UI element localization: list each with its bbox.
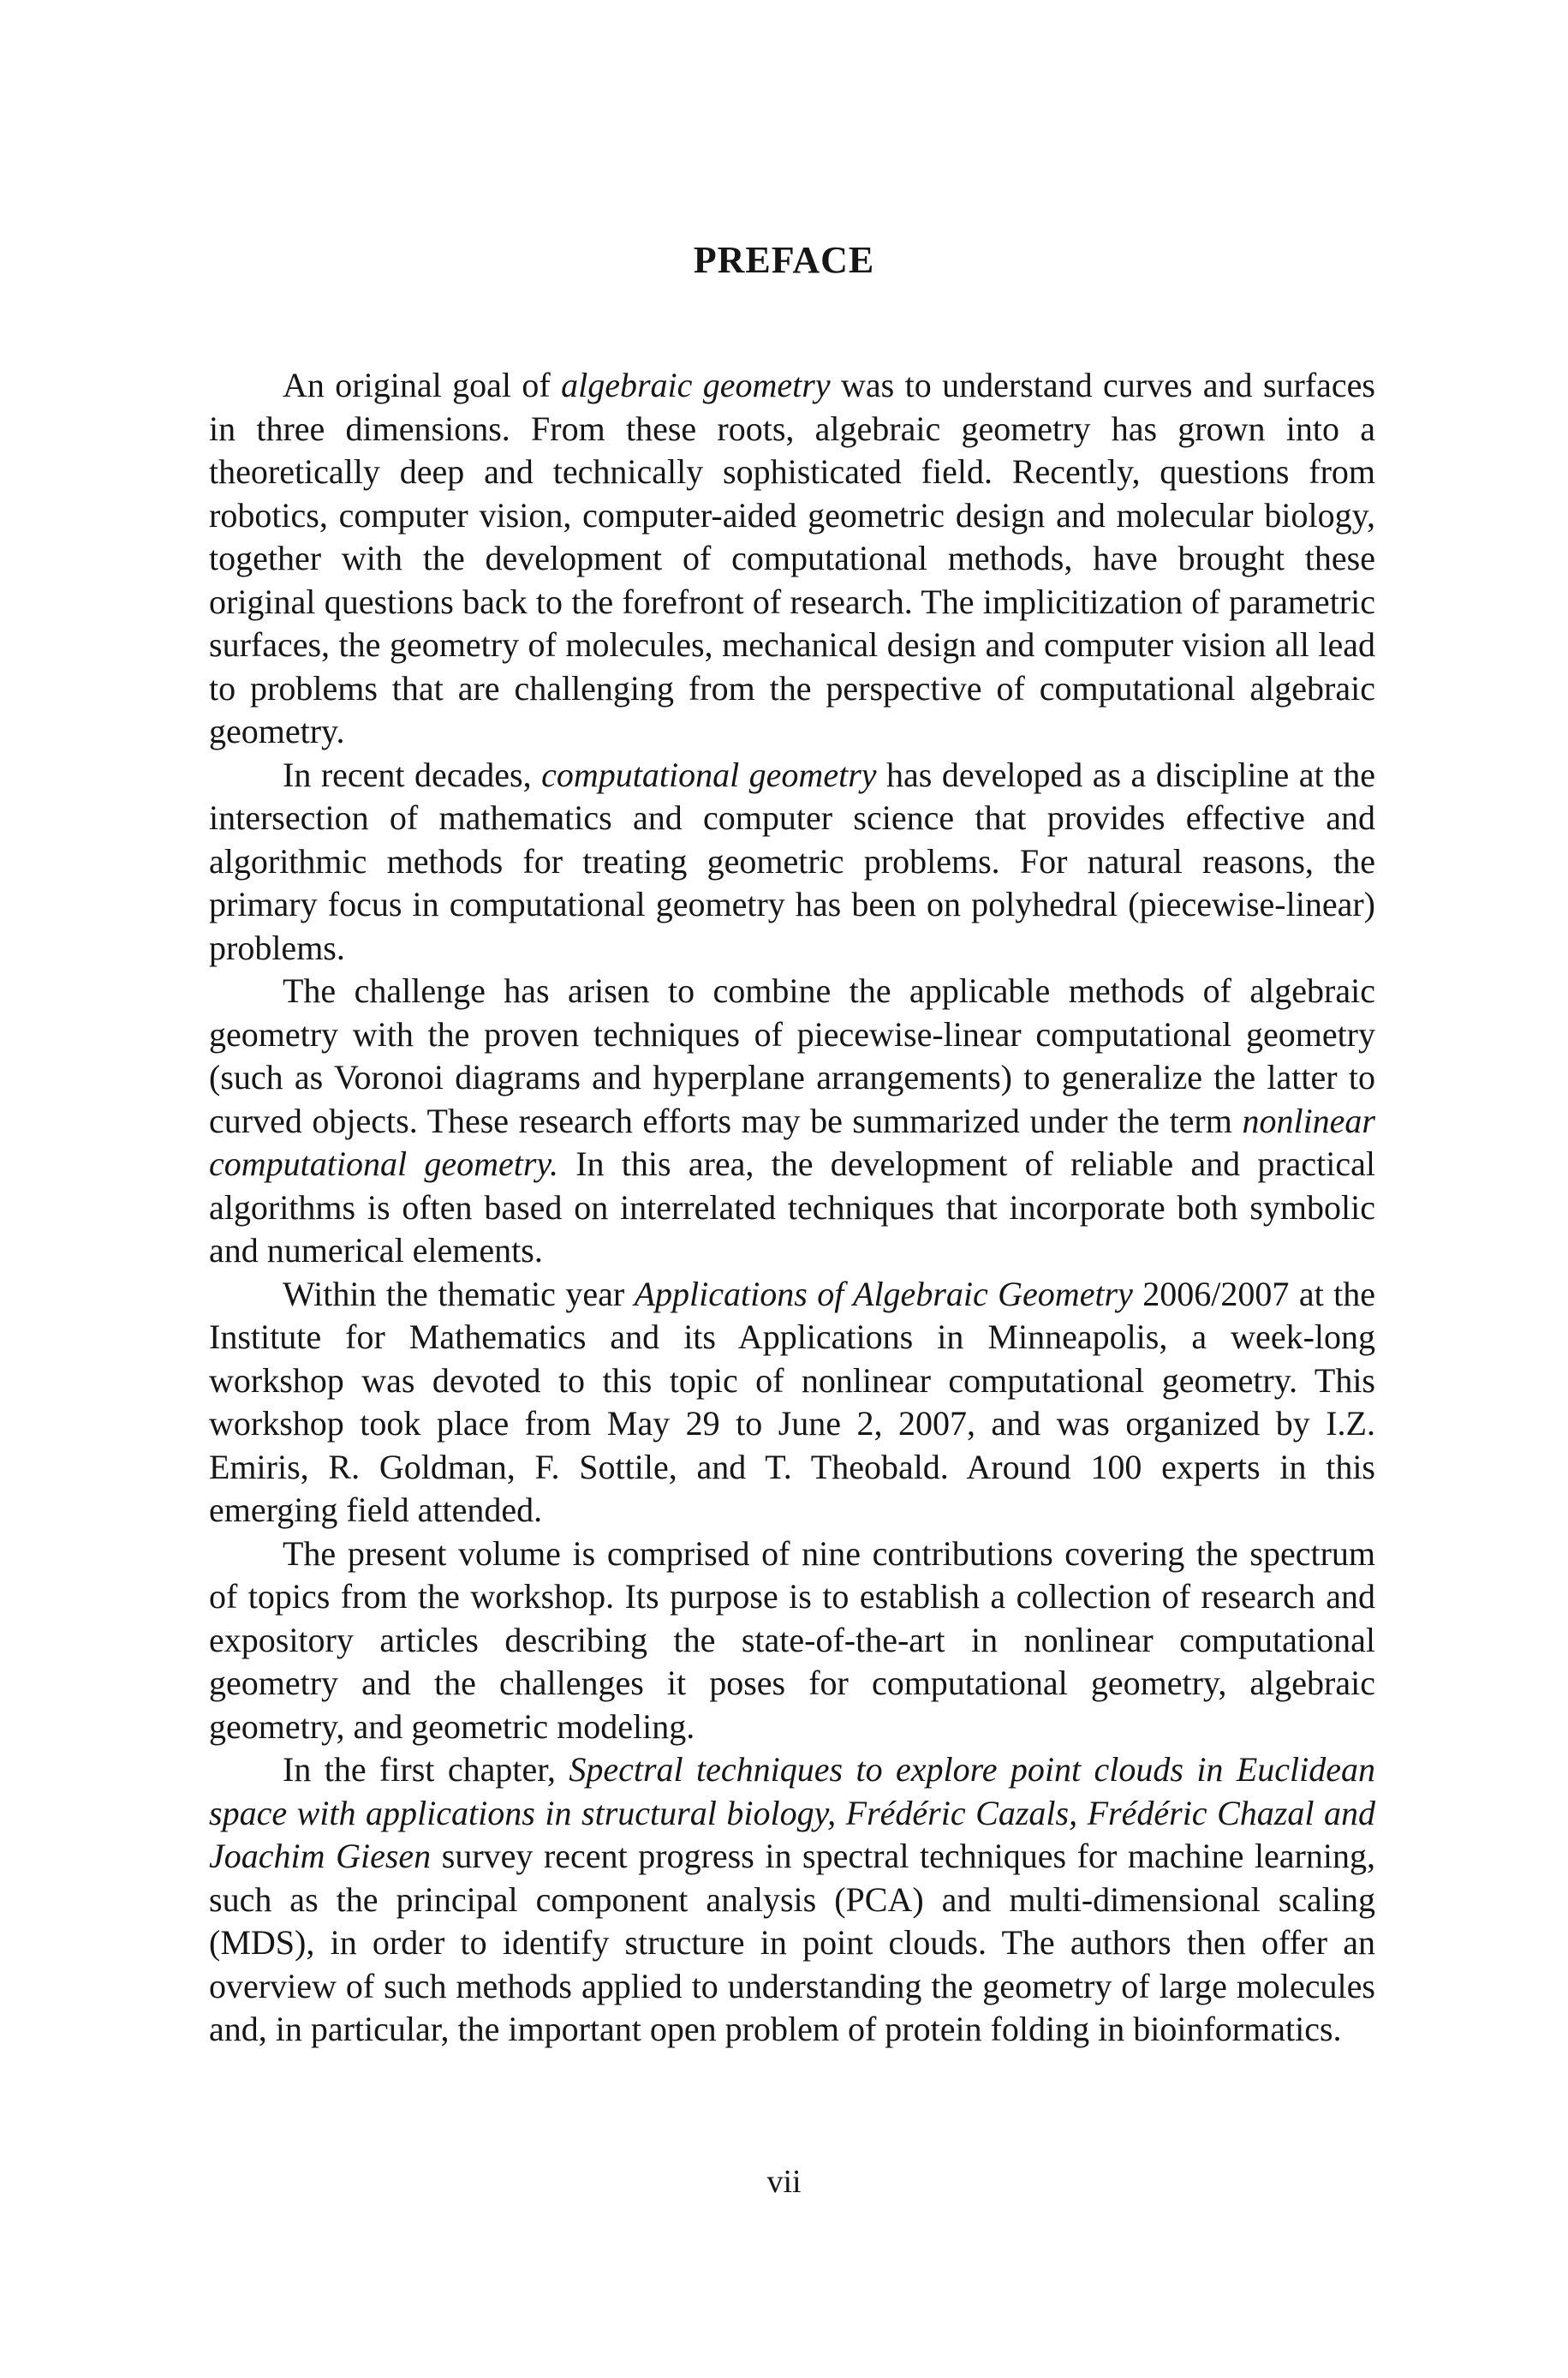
paragraph-5-text-1: The present volume is comprised of nine contributions covering the spectrum of topics from the workshop. Its purpose is to establish a collection of research and expository articles describing the state-of-the-art in nonlinear computational geometry and the challenges it poses for computational geometry, algebraic geometry, and geometric modeling.: [209, 1533, 1375, 1746]
paragraph-6-text-1: In the first chapter,: [283, 1750, 569, 1789]
thematic-year-title: Applications of Algebraic Geometry: [634, 1274, 1133, 1313]
term-algebraic-geometry: algebraic geometry: [561, 366, 831, 404]
paragraph-6-text-2: survey recent progress in spectral techniques for machine learning, such as the principal component analysis (PCA) and multi-dimensional scaling (MDS), in order to identify structure in point clouds. The authors then offer an overview of such methods applied to understanding the geometry of large molecules and, in particular, the important open problem of protein folding in bioinformatics.: [209, 1837, 1375, 2048]
term-nonlinear-computational-geometry: nonlinear computational geometry.: [209, 1101, 1375, 1183]
term-computational-geometry: computational geometry: [541, 755, 877, 794]
paragraph-3-text-2: In this area, the development of reliable and practical algorithms is often based on interrelated techniques that incorporate both symbolic and numerical elements.: [209, 1144, 1375, 1270]
paragraph-2: [209, 754, 1375, 971]
paragraph-1: [209, 364, 1375, 754]
paragraph-4: [209, 1273, 1375, 1533]
paragraph-5: [209, 1533, 1375, 1749]
paragraph-4-text-2: 2006/​2007 at the Institute for Mathematics and its Applications in Minneapolis, a week-long workshop was devoted to this topic of nonlinear computational geometry. This workshop took place from May 29 to June 2, 2007, and was organized by I.Z. Emiris, R. Goldman, F. Sottile, and T. Theobald. Around 100 experts in this emerging field attended.: [209, 1274, 1375, 1529]
chapter-1-title-and-authors: Spectral techniques to explore point clouds in Euclidean space with applications in structural biology, Frédéric Cazals, Frédéric Chazal and Joachim Giesen: [209, 1750, 1375, 1875]
page-number: vii: [766, 2164, 802, 2200]
paragraph-2-text-2: has developed as a discipline at the intersection of mathematics and computer science that provides effective and algorithmic methods for treating geometric problems. For natural reasons, the primary focus in computational geometry has been on polyhedral (piecewise-linear) problems.: [209, 755, 1376, 967]
paragraph-2-text-1: In recent decades,: [283, 755, 542, 794]
paragraph-4-text-1: Within the thematic year: [283, 1274, 635, 1313]
paragraph-3: [209, 970, 1375, 1273]
paragraph-6: [209, 1748, 1375, 2052]
paragraph-1-text-1: An original goal of: [283, 366, 562, 404]
paragraph-3-text-1: The challenge has arisen to combine the applicable methods of algebraic geometry with the proven techniques of piecewise-linear computational geometry (such as Voronoi diagrams and hyperplane arrangements) to generalize the latter to curved objects. These research efforts may be summarized under the term: [209, 971, 1375, 1140]
paragraph-1-text-2: was to understand curves and surfaces in three dimensions. From these roots, algebraic geometry has grown into a theoretically deep and technically sophisticated field. Recently, questions from robotics, computer vision, computer-aided geometric design and molecular biology, together with the development of computational methods, have brought these original questions back to the forefront of research. The implicitization of parametric surfaces, the geometry of molecules, mechanical design and computer vision all lead to problems that are challenging from the perspective of computational algebraic geometry.: [209, 366, 1375, 750]
page-title: PREFACE: [693, 239, 875, 281]
preface-body: [209, 364, 1375, 2052]
